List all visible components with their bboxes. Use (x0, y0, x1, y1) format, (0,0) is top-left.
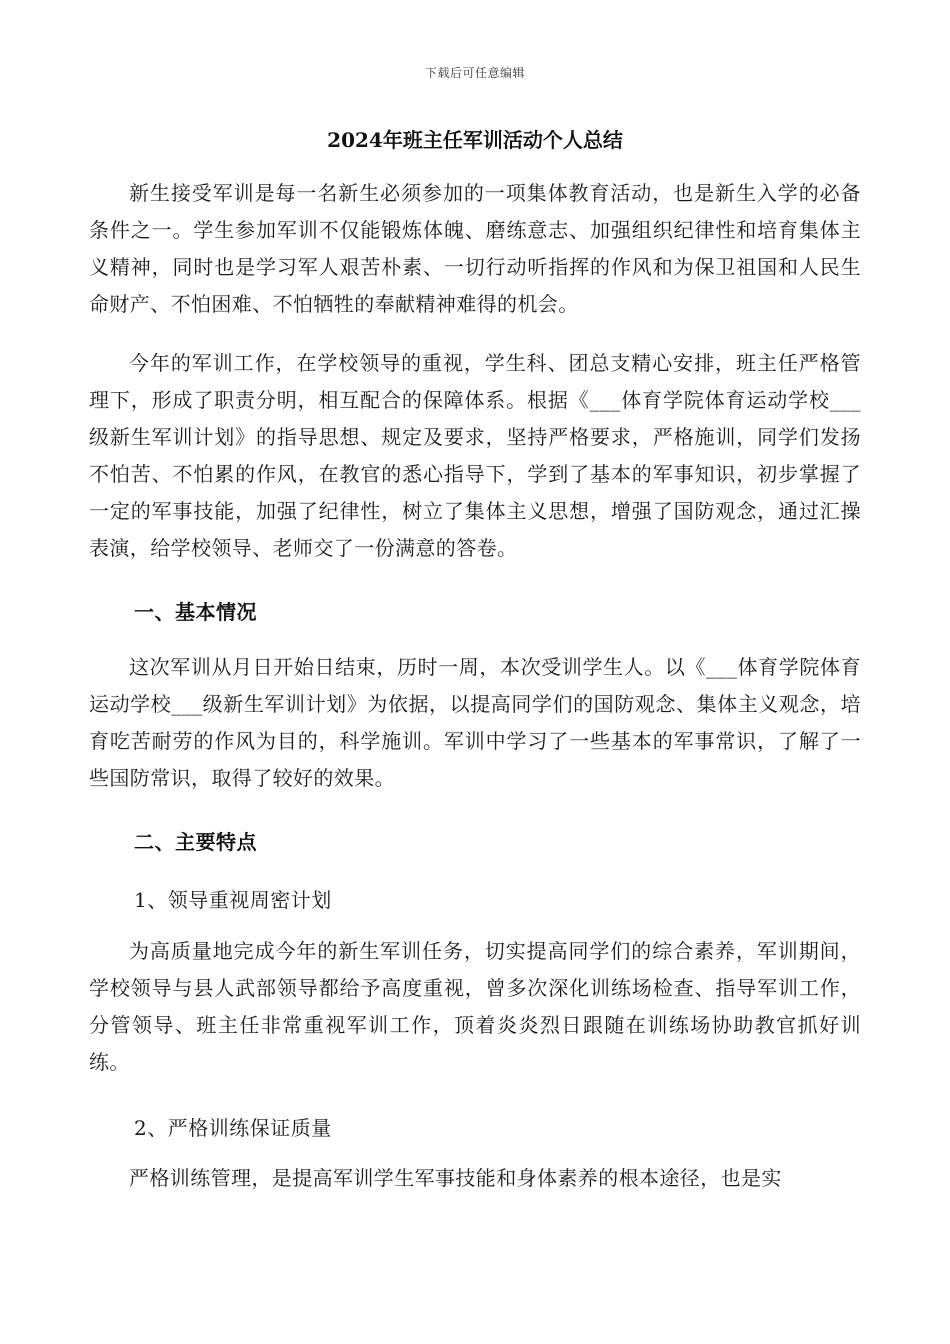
subheading-leadership: 1、领导重视周密计划 (134, 888, 332, 912)
paragraph-training-quality: 严格训练管理，是提高军训学生军事技能和身体素养的根本途径，也是实 (129, 1166, 782, 1190)
paragraph-intro: 新生接受军训是每一名新生必须参加的一项集体教育活动，也是新生入学的必备条件之一。学生参加军训不仅能锻炼体魄、磨练意志、加强组织纪律性和培育集体主义精神，同时也是学习军人艰苦朴素、一切行动听指挥的作风和为保卫祖国和人民生命财产、不怕困难、不怕牺牲的奉献精神难得的机会。 (89, 181, 861, 316)
paragraph-leadership: 为高质量地完成今年的新生军训任务，切实提高同学们的综合素养，军训期间，学校领导与县人武部领导都给予高度重视，曾多次深化训练场检查、指导军训工作，分管领导、班主任非常重视军训工作，顶着炎炎烈日跟随在训练场协助教官抓好训练。 (89, 939, 861, 1074)
section-heading-basic-situation: 一、基本情况 (134, 600, 257, 624)
paragraph-overview: 今年的军训工作，在学校领导的重视，学生科、团总支精心安排，班主任严格管理下，形成了职责分明，相互配合的保障体系。根据《___体育学院体育运动学校___级新生军训计划》的指导思想、规定及要求，坚持严格要求，严格施训，同学们发扬不怕苦、不怕累的作风，在教官的悉心指导下，学到了基本的军事知识，初步掌握了一定的军事技能，加强了纪律性，树立了集体主义思想，增强了国防观念，通过汇操表演，给学校领导、老师交了一份满意的答卷。 (89, 351, 861, 560)
subheading-training-quality: 2、严格训练保证质量 (134, 1116, 332, 1140)
paragraph-basic-situation: 这次军训从月日开始日结束，历时一周，本次受训学生人。以《___体育学院体育运动学校___级新生军训计划》为依据，以提高同学们的国防观念、集体主义观念，培育吃苦耐劳的作风为目的，科学施训。军训中学习了一些基本的军事常识，了解了一些国防常识，取得了较好的效果。 (89, 655, 861, 790)
header-note: 下载后可任意编辑 (424, 66, 525, 80)
section-heading-main-features: 二、主要特点 (134, 830, 257, 854)
document-title: 2024年班主任军训活动个人总结 (327, 128, 623, 152)
